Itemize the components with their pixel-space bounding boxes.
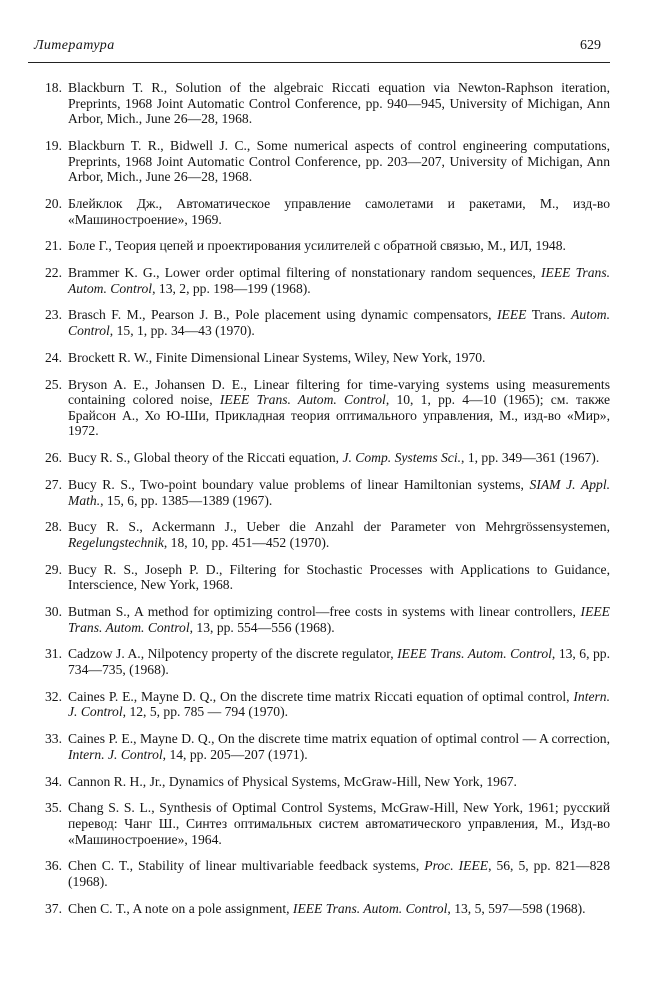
reference-number: 21.	[45, 238, 62, 254]
reference-list	[30, 80, 610, 928]
reference-italic-segment: IEEE Trans. Autom. Control	[68, 604, 610, 635]
reference-item	[30, 238, 610, 254]
reference-number: 19.	[45, 137, 62, 153]
reference-segment: Bucy R. S., Joseph P. D., Filtering for Stochastic Processes with Applications to Guidance, Interscience, New York, 1968.	[68, 561, 610, 593]
header-rule	[28, 62, 610, 63]
reference-text	[68, 689, 610, 720]
reference-segment: Cannon R. H., Jr., Dynamics of Physical Systems, McGraw-Hill, New York, 1967.	[68, 773, 517, 789]
page-header	[30, 38, 601, 60]
reference-segment: Brockett R. W., Finite Dimensional Linear Systems, Wiley, New York, 1970.	[68, 349, 486, 365]
reference-segment: Butman S., A method for optimizing control—free costs in systems with linear controllers,	[68, 604, 581, 620]
reference-italic-segment: IEEE Trans. Autom. Control	[219, 392, 386, 408]
reference-italic-segment: Intern. J. Control	[68, 688, 610, 720]
reference-item	[30, 800, 610, 847]
reference-italic-segment: SIAM J. Appl. Math.	[68, 476, 610, 508]
reference-segment: , 12, 5, pp. 785 — 794 (1970).	[122, 704, 289, 720]
reference-item	[30, 731, 610, 762]
reference-segment: Блейклок Дж., Автоматическое управление самолетами и ракетами, М., изд-во «Машиностроение», 1969.	[68, 195, 610, 227]
reference-segment: Caines P. E., Mayne D. Q., On the discrete time matrix equation of optimal control — A correction,	[68, 731, 610, 747]
reference-number: 35.	[45, 800, 62, 816]
reference-text	[68, 350, 610, 366]
reference-number: 37.	[45, 900, 62, 916]
reference-segment: , 13, 6, pp. 734—735, (1968).	[68, 646, 610, 678]
reference-item	[30, 519, 610, 550]
reference-text	[68, 450, 610, 466]
reference-italic-segment: IEEE Trans. Autom. Control	[397, 646, 552, 662]
reference-italic-segment: J. Comp. Systems Sci.	[342, 450, 462, 466]
reference-italic-segment: IEEE	[497, 307, 527, 323]
reference-item	[30, 901, 610, 917]
reference-number: 22.	[45, 265, 62, 281]
reference-segment: , 56, 5, pp. 821—828 (1968).	[68, 858, 611, 889]
reference-item	[30, 689, 610, 720]
reference-text	[68, 80, 610, 127]
reference-item	[30, 562, 610, 593]
reference-item	[30, 307, 610, 338]
reference-number: 23.	[45, 307, 62, 323]
reference-number: 18.	[45, 80, 62, 95]
reference-text	[68, 731, 610, 762]
reference-text	[68, 196, 610, 227]
reference-text	[68, 858, 610, 889]
reference-number: 32.	[45, 688, 62, 704]
reference-text	[68, 377, 610, 439]
reference-item	[30, 646, 610, 677]
reference-item	[30, 377, 610, 439]
reference-number: 29.	[45, 561, 62, 577]
reference-segment: Cadzow J. A., Nilpotency property of the discrete regulator,	[68, 646, 398, 662]
reference-number: 34.	[45, 773, 62, 789]
reference-number: 27.	[45, 476, 62, 492]
page-number: 629	[580, 38, 601, 53]
reference-item	[30, 196, 610, 227]
reference-segment: Caines P. E., Mayne D. Q., On the discrete time matrix Riccati equation of optimal control,	[68, 688, 574, 704]
reference-italic-segment: Intern. J. Control	[68, 746, 163, 762]
reference-text	[68, 307, 610, 338]
reference-number: 20.	[45, 195, 62, 211]
reference-segment: Chen C. T., Stability of linear multivariable feedback systems,	[68, 858, 425, 874]
reference-text	[68, 901, 610, 917]
reference-italic-segment: Autom. Control	[68, 307, 610, 339]
reference-item	[30, 774, 610, 790]
reference-segment: , 15, 1, pp. 34—43 (1970).	[109, 323, 255, 339]
reference-text	[68, 477, 610, 508]
reference-number: 26.	[45, 450, 62, 466]
reference-item	[30, 350, 610, 366]
reference-segment: Blackburn T. R., Solution of the algebraic Riccati equation via Newton-Raphson iteration, Preprints, 1968 Joint Automatic Control Conference, pp. 940—945, University of Michigan, Ann Arbor, Mich., June 26—28, 1968.	[68, 80, 610, 127]
reference-text	[68, 800, 610, 847]
reference-number: 36.	[45, 858, 62, 874]
reference-text	[68, 562, 610, 593]
reference-number: 33.	[45, 731, 62, 747]
reference-segment: Bryson A. E., Johansen D. E., Linear filtering for time-varying systems using measurements containing colored noise,	[68, 376, 610, 408]
reference-number: 30.	[45, 604, 62, 620]
reference-segment: Bucy R. S., Global theory of the Riccati equation,	[68, 450, 343, 466]
reference-segment: Chang S. S. L., Synthesis of Optimal Control Systems, McGraw-Hill, New York, 1961; русский перевод: Чанг Ш., Синтез оптимальных систем автоматического управления, М., Изд-во «Машиностроение», 1964.	[68, 800, 610, 847]
reference-segment: Brammer K. G., Lower order optimal filtering of nonstationary random sequences,	[68, 265, 541, 281]
reference-segment: Brasch F. M., Pearson J. B., Pole placement using dynamic compensators,	[68, 307, 498, 323]
reference-item	[30, 80, 610, 127]
reference-text	[68, 138, 610, 185]
reference-item	[30, 858, 610, 889]
reference-italic-segment: IEEE Trans. Autom. Control	[68, 265, 611, 296]
reference-segment: , 13, pp. 554—556 (1968).	[189, 619, 335, 635]
reference-segment: Боле Г., Теория цепей и проектирования усилителей с обратной связью, М., ИЛ, 1948.	[68, 238, 566, 254]
reference-segment: , 15, 6, pp. 1385—1389 (1967).	[100, 492, 273, 508]
reference-segment: Trans.	[526, 307, 572, 323]
reference-segment: , 13, 5, 597—598 (1968).	[447, 900, 586, 916]
reference-segment: , 14, pp. 205—207 (1971).	[162, 746, 308, 762]
reference-text	[68, 774, 610, 790]
reference-italic-segment: Regelungstechnik	[68, 534, 164, 550]
reference-segment: , 10, 1, pp. 4—10 (1965); см. также Брайсон А., Хо Ю-Ши, Прикладная теория оптимального управления, М., изд-во «Мир», 1972.	[68, 392, 610, 439]
reference-segment: , 18, 10, pp. 451—452 (1970).	[163, 534, 330, 550]
reference-number: 24.	[45, 349, 62, 365]
reference-text	[68, 604, 610, 635]
reference-segment: Bucy R. S., Two-point boundary value problems of linear Hamiltonian systems,	[68, 476, 530, 492]
reference-item	[30, 450, 610, 466]
reference-number: 25.	[45, 376, 62, 392]
reference-segment: Chen C. T., A note on a pole assignment,	[68, 900, 293, 916]
reference-italic-segment: IEEE Trans. Autom. Control	[292, 900, 448, 916]
reference-segment: , 1, pp. 349—361 (1967).	[461, 450, 600, 466]
reference-text	[68, 238, 610, 254]
running-title: Литература	[34, 38, 115, 53]
reference-number: 31.	[45, 646, 62, 662]
reference-segment: Blackburn T. R., Bidwell J. C., Some numerical aspects of control engineering computations, Preprints, 1968 Joint Automatic Control Conference, pp. 203—207, University of Michigan, Ann Arbor, Mich., June 26—28, 1968.	[68, 137, 610, 185]
reference-item	[30, 138, 610, 185]
reference-text	[68, 265, 610, 296]
reference-text	[68, 519, 610, 550]
reference-text	[68, 646, 610, 677]
reference-segment: , 13, 2, pp. 198—199 (1968).	[152, 280, 311, 296]
reference-item	[30, 477, 610, 508]
reference-segment: Bucy R. S., Ackermann J., Ueber die Anzahl der Parameter von Mehrgrössensystemen,	[68, 519, 610, 535]
reference-item	[30, 604, 610, 635]
reference-italic-segment: Proc. IEEE	[424, 858, 489, 874]
reference-number: 28.	[45, 519, 62, 535]
reference-item	[30, 265, 610, 296]
